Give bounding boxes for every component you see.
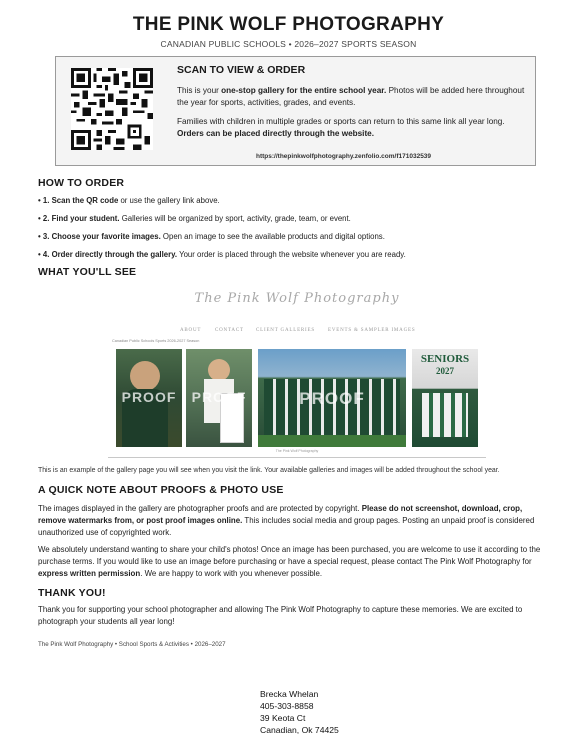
gallery-nav-about[interactable]: ABOUT [180, 328, 202, 333]
proof-watermark: PROOF [121, 389, 177, 405]
seniors-year: 2027 [436, 366, 454, 376]
gallery-nav-events[interactable]: EVENTS & SAMPLER IMAGES [328, 328, 416, 333]
gallery-divider [108, 457, 486, 458]
gallery-photo-seniors[interactable] [412, 349, 478, 447]
what-youll-see-heading: WHAT YOU'LL SEE [38, 266, 137, 278]
proofs-paragraph-2: We absolutely understand wanting to share your child's photos! Once an image has been purchased, you are welcome to use it according to the purchase terms. If you would like to use an image before purchasing or have a special request, please contact The Pink Wolf Photography for express written permission. We are happy to work with you whenever possible. [38, 545, 541, 578]
gallery-logo: The Pink Wolf Photography [194, 291, 400, 306]
thank-you-heading: THANK YOU! [38, 587, 106, 599]
page-footer: The Pink Wolf Photography • School Sports & Activities • 2026–2027 [38, 641, 226, 648]
step-3: • 3. Choose your favorite images. Open an image to see the available products and digital options. [38, 232, 385, 241]
gallery-caption-text: Canadian Public Schools Sports 2026-2027 Season [112, 339, 200, 343]
scan-order-box [55, 56, 536, 166]
step-2: • 2. Find your student. Galleries will be organized by sport, activity, grade, team, or event. [38, 214, 351, 223]
contact-block [260, 688, 339, 736]
contact-city: Canadian, Ok 74425 [260, 725, 339, 735]
gallery-example-screenshot [108, 283, 486, 461]
proof-watermark: PROOF [299, 389, 365, 408]
gallery-photo-team[interactable] [258, 349, 406, 447]
contact-name: Brecka Whelan [260, 689, 319, 699]
how-to-order-heading: HOW TO ORDER [38, 177, 125, 189]
page-title: THE PINK WOLF PHOTOGRAPHY [132, 14, 445, 35]
scan-heading: SCAN TO VIEW & ORDER [177, 64, 306, 76]
proofs-paragraph-1: The images displayed in the gallery are photographer proofs and are protected by copyright. Please do not screenshot, download, crop, remove watermarks from, or post proof images online. This includes social media and group pages. Posting an unpaid proof is considered unauthorized use of copyrighted work. [38, 504, 535, 537]
page-subtitle: CANADIAN PUBLIC SCHOOLS • 2026–2027 SPORTS SEASON [160, 39, 417, 49]
proofs-heading: A QUICK NOTE ABOUT PROOFS & PHOTO USE [38, 484, 284, 496]
gallery-photo-1[interactable] [116, 349, 182, 447]
proof-watermark: PROOF [191, 389, 247, 405]
contact-phone: 405-303-8858 [260, 701, 314, 711]
seniors-title: SENIORS [420, 353, 470, 365]
step-4: • 4. Order directly through the gallery. Your order is placed through the website whenever you are ready. [38, 250, 406, 259]
gallery-nav-client-galleries[interactable]: CLIENT GALLERIES [256, 328, 315, 333]
step-1: • 1. Scan the QR code or use the gallery link above. [38, 196, 220, 205]
gallery-caption: This is an example of the gallery page you will see when you visit the link. Your available galleries and images will be added throughout the school year. [38, 467, 500, 474]
qr-code[interactable] [71, 68, 153, 150]
thank-you-text: Thank you for supporting your school photographer and allowing The Pink Wolf Photography to capture these memories. We are excited to photograph your students all year long! [38, 605, 523, 626]
gallery-photo-2[interactable] [186, 349, 252, 447]
gallery-footer-text: The Pink Wolf Photography [275, 449, 319, 453]
gallery-url-link[interactable]: https://thepinkwolfphotography.zenfolio.com/f171032539 [256, 153, 432, 160]
scan-paragraph-2: Families with children in multiple grades or sports can return to this same link all year long. Orders can be placed directly through the website. [177, 117, 505, 138]
gallery-nav-contact[interactable]: CONTACT [215, 328, 244, 333]
scan-paragraph-1: This is your one-stop gallery for the entire school year. Photos will be added here throughout the year for sports, activities, grades, and events. [177, 86, 525, 107]
contact-street: 39 Keota Ct [260, 713, 306, 723]
